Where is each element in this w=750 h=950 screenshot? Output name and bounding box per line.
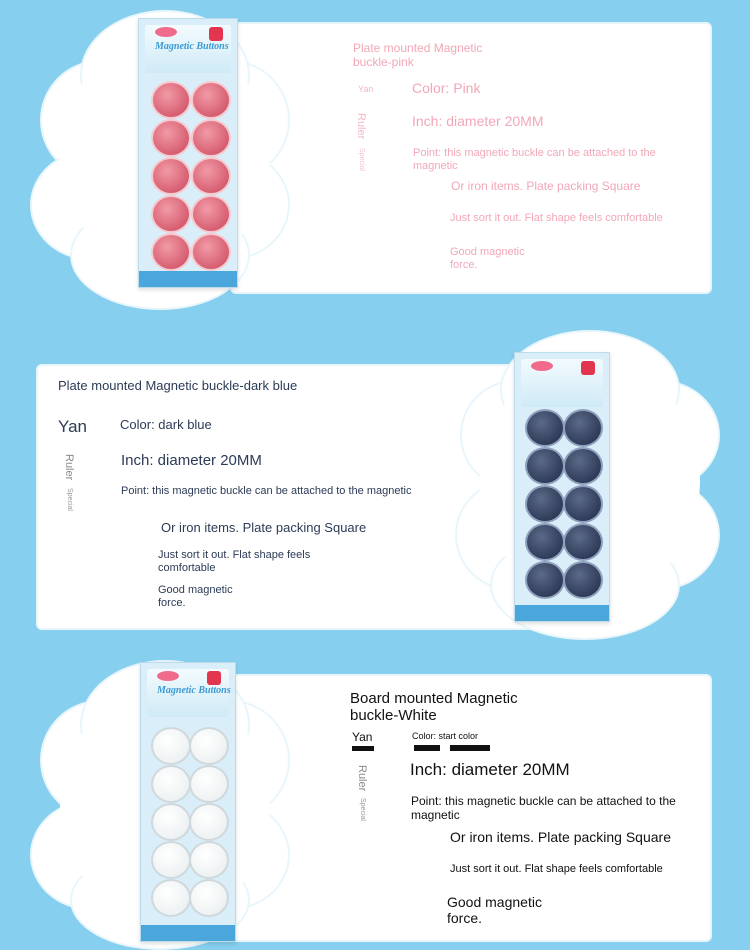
product-package bbox=[140, 662, 236, 942]
yan-label: Yan bbox=[352, 730, 373, 744]
package-footer bbox=[515, 605, 609, 621]
good-text: Good magnetic force. bbox=[158, 584, 233, 609]
inch-spec: Inch: diameter 20MM bbox=[410, 760, 570, 779]
magnet bbox=[151, 119, 191, 157]
magnet bbox=[189, 879, 229, 917]
good-text: Good magnetic force. bbox=[450, 246, 525, 271]
special-label: Special bbox=[358, 148, 365, 171]
iron-text: Or iron items. Plate packing Square bbox=[161, 520, 367, 535]
product-title: Plate mounted Magnetic buckle-pink bbox=[353, 41, 483, 69]
black-ink-mark bbox=[414, 745, 440, 751]
package-title: Magnetic Buttons bbox=[157, 685, 231, 696]
point-text: Point: this magnetic buckle can be attached to the magnetic bbox=[121, 485, 412, 497]
product-section-dark-blue bbox=[0, 330, 750, 640]
package-badge bbox=[207, 671, 221, 685]
ruler-label: Ruler bbox=[355, 113, 367, 140]
sort-text: Just sort it out. Flat shape feels comfortable bbox=[450, 863, 663, 875]
ruler-label: Ruler bbox=[356, 765, 368, 792]
magnet bbox=[191, 233, 231, 271]
magnet bbox=[189, 841, 229, 879]
package-title: Magnetic Buttons bbox=[155, 41, 229, 52]
magnet bbox=[525, 447, 565, 485]
magnet bbox=[189, 765, 229, 803]
inch-spec: Inch: diameter 20MM bbox=[121, 452, 262, 469]
brand-logo bbox=[155, 27, 177, 37]
color-spec: Color: Pink bbox=[412, 80, 481, 96]
package-badge bbox=[581, 361, 595, 375]
magnet bbox=[151, 157, 191, 195]
ruler-label: Ruler bbox=[63, 454, 75, 481]
magnet bbox=[563, 485, 603, 523]
iron-text: Or iron items. Plate packing Square bbox=[450, 829, 671, 845]
package-badge bbox=[209, 27, 223, 41]
magnet bbox=[525, 523, 565, 561]
magnet bbox=[191, 119, 231, 157]
package-footer bbox=[139, 271, 237, 287]
product-section-white bbox=[0, 640, 750, 950]
magnet bbox=[151, 765, 191, 803]
magnet bbox=[563, 523, 603, 561]
product-package bbox=[514, 352, 610, 622]
good-text: Good magnetic force. bbox=[447, 894, 542, 927]
magnet bbox=[151, 879, 191, 917]
package-header bbox=[147, 669, 229, 717]
magnet bbox=[563, 409, 603, 447]
magnet bbox=[189, 803, 229, 841]
magnet bbox=[191, 81, 231, 119]
package-footer bbox=[141, 925, 235, 941]
black-ink-mark bbox=[352, 746, 374, 751]
yan-label: Yan bbox=[358, 84, 374, 94]
magnet bbox=[191, 195, 231, 233]
color-spec: Color: start color bbox=[412, 731, 479, 741]
point-text: Point: this magnetic buckle can be attached to the magnetic bbox=[413, 147, 656, 172]
brand-logo bbox=[531, 361, 553, 371]
magnet bbox=[525, 561, 565, 599]
magnet bbox=[563, 447, 603, 485]
yan-label: Yan bbox=[58, 417, 87, 436]
magnet bbox=[191, 157, 231, 195]
magnet bbox=[563, 561, 603, 599]
brand-logo bbox=[157, 671, 179, 681]
point-text: Point: this magnetic buckle can be attached to the magnetic bbox=[411, 794, 676, 822]
magnet bbox=[151, 233, 191, 271]
magnet bbox=[151, 727, 191, 765]
product-section-pink bbox=[0, 0, 750, 310]
black-ink-mark bbox=[450, 745, 490, 751]
magnet bbox=[151, 81, 191, 119]
package-header bbox=[521, 359, 603, 407]
color-spec: Color: dark blue bbox=[120, 417, 212, 432]
magnet bbox=[525, 409, 565, 447]
iron-text: Or iron items. Plate packing Square bbox=[451, 179, 641, 193]
package-header bbox=[145, 25, 231, 73]
magnet bbox=[151, 195, 191, 233]
magnet bbox=[151, 841, 191, 879]
inch-spec: Inch: diameter 20MM bbox=[412, 113, 544, 129]
sort-text: Just sort it out. Flat shape feels comfortable bbox=[158, 549, 311, 574]
magnet bbox=[189, 727, 229, 765]
product-title: Board mounted Magnetic buckle-White bbox=[350, 690, 518, 725]
product-package bbox=[138, 18, 238, 288]
special-label: Special bbox=[66, 488, 73, 511]
sort-text: Just sort it out. Flat shape feels comfortable bbox=[450, 212, 663, 224]
magnet bbox=[525, 485, 565, 523]
magnet bbox=[151, 803, 191, 841]
product-title: Plate mounted Magnetic buckle-dark blue bbox=[58, 378, 298, 393]
special-label: Special bbox=[359, 798, 366, 821]
